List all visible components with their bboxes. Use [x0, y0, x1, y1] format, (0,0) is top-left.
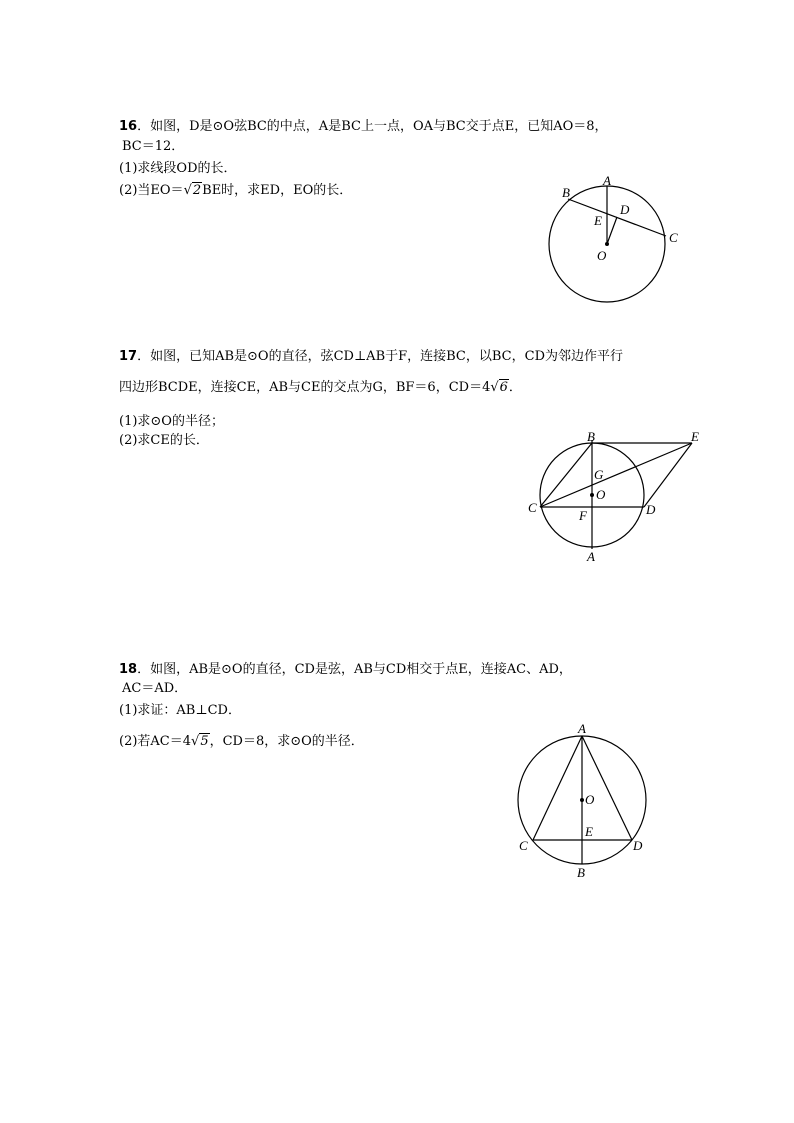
problem-16-number: 16 [119, 119, 138, 134]
problem-16-question-2 [119, 182, 352, 200]
figure-17-label-b: B [587, 429, 595, 444]
figure-17-label-g: G [594, 467, 604, 482]
figure-16-label-d: D [620, 202, 630, 217]
problem-16-q2-suffix: BE时，求ED，EO的长． [202, 183, 353, 198]
problem-17-number: 17 [119, 349, 138, 364]
problem-17-question-2: (2)求CE的长． [119, 433, 209, 448]
figure-16-center-dot [605, 242, 609, 246]
problem-18-question-1: (1)求证：AB⊥CD． [119, 703, 241, 718]
problem-17-text-1: ．如图，已知AB是⊙O的直径，弦CD⊥AB于F，连接BC，以BC，CD为邻边作平行 [137, 349, 623, 364]
figure-17-label-o: O [596, 487, 606, 502]
problem-17-question-1: (1)求⊙O的半径； [119, 414, 224, 429]
figure-16-label-e: E [594, 213, 602, 228]
problem-18-line-2: AC＝AD． [122, 681, 188, 696]
figure-18-center-dot [580, 798, 584, 802]
problem-18-text-1: ．如图，AB是⊙O的直径，CD是弦，AB与CD相交于点E，连接AC、AD， [137, 662, 572, 677]
problem-16-sqrt: √2 [183, 183, 202, 198]
figure-17-label-a: A [587, 549, 595, 564]
problem-16-question-1: (1)求线段OD的长． [119, 161, 237, 176]
figure-17-label-d: D [646, 502, 656, 517]
figure-17-label-e: E [691, 429, 699, 444]
problem-18-sqrt-radicand: 5 [200, 734, 209, 749]
figure-16 [540, 172, 690, 307]
figure-16-label-a: A [603, 173, 611, 188]
problem-16-line-2: BC＝12． [122, 139, 185, 154]
problem-16-line-1 [119, 118, 608, 136]
figure-17-label-c: C [528, 500, 537, 515]
problem-18-sqrt: √5 [191, 734, 209, 749]
problem-17-line-2 [119, 379, 522, 397]
figure-17-center-dot [590, 493, 594, 497]
figure-17-segment-bc [540, 443, 592, 507]
figure-18-label-e: E [585, 824, 593, 839]
problem-18-number: 18 [119, 662, 138, 677]
problem-16-sqrt-radicand: 2 [192, 183, 202, 198]
figure-18-label-c: C [519, 838, 528, 853]
figure-18 [505, 718, 655, 883]
problem-18-question-2 [119, 733, 364, 751]
figure-18-label-d: D [633, 838, 643, 853]
problem-18-q2-suffix: ，CD＝8，求⊙O的半径． [209, 734, 364, 749]
problem-16-text-1: ．如图，D是⊙O弦BC的中点，A是BC上一点，OA与BC交于点E，已知AO＝8， [137, 119, 608, 134]
problem-17-line-1 [119, 348, 623, 366]
problem-17-l2-prefix: 四边形BCDE，连接CE，AB与CE的交点为G，BF＝6，CD＝4 [119, 380, 491, 395]
figure-16-segment-od [607, 217, 617, 244]
problem-17-sqrt: √6 [490, 380, 508, 395]
problem-16-q2-prefix: (2)当EO＝ [119, 183, 184, 198]
figure-17 [520, 425, 710, 565]
problem-18-line-1 [119, 661, 572, 679]
problem-18-q2-prefix: (2)若AC＝4 [119, 734, 192, 749]
figure-16-label-c: C [669, 230, 678, 245]
figure-16-label-o: O [597, 248, 607, 263]
figure-18-label-o: O [585, 792, 595, 807]
figure-16-label-b: B [562, 185, 570, 200]
figure-18-label-a: A [578, 721, 586, 736]
problem-17-sqrt-radicand: 6 [499, 380, 508, 395]
problem-17-l2-suffix: ． [508, 380, 522, 395]
figure-17-label-f: F [579, 508, 587, 523]
figure-18-label-b: B [577, 865, 585, 880]
